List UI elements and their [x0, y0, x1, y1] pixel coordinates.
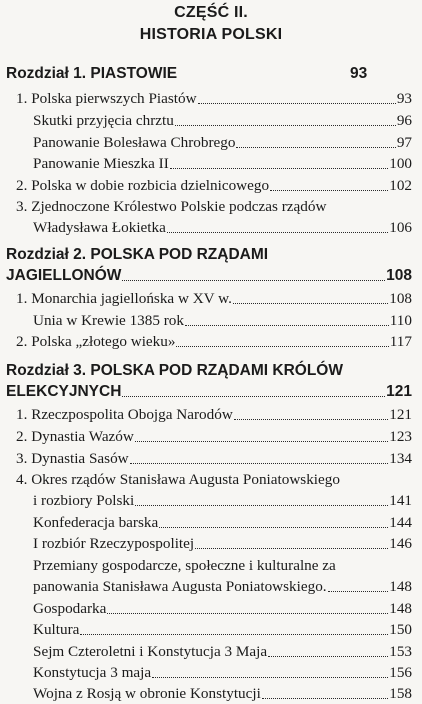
toc-entry: panowania Stanisława Augusta Poniatowskiego. 148 — [33, 578, 412, 595]
toc-entry: Panowanie Bolesława Chrobrego 97 — [33, 134, 412, 151]
toc-entry: Władysława Łokietka 106 — [33, 219, 412, 236]
toc-entry: 2. Polska „złotego wieku» 117 — [16, 333, 412, 350]
toc-entry: Wojna z Rosją w obronie Konstytucji 158 — [33, 685, 412, 702]
toc-entry: 3. Dynastia Sasów 134 — [16, 450, 412, 467]
chapter-3-title-line1: Rozdział 3. POLSKA POD RZĄDAMI KRÓLÓW — [6, 362, 343, 379]
toc-entry: 2. Polska w dobie rozbicia dzielnicowego 102 — [16, 177, 412, 194]
toc-entry-line1: 3. Zjednoczone Królestwo Polskie podczas rządów — [16, 198, 327, 215]
toc-entry: Konstytucja 3 maja 156 — [33, 664, 412, 681]
part-label: CZĘŚĆ II. — [174, 4, 248, 21]
toc-entry: I rozbiór Rzeczypospolitej 146 — [33, 535, 412, 552]
chapter-1-page: 93 — [350, 65, 368, 82]
chapter-2-title-line1: Rozdział 2. POLSKA POD RZĄDAMI — [6, 246, 269, 263]
toc-entry-line1: 4. Okres rządów Stanisława Augusta Poniatowskiego — [16, 471, 340, 488]
toc-entry: i rozbiory Polski 141 — [33, 492, 412, 509]
chapter-1-title: Rozdział 1. PIASTOWIE — [6, 65, 178, 82]
toc-entry: 1. Polska pierwszych Piastów 93 — [16, 90, 412, 107]
toc-entry: Unia w Krewie 1385 rok 110 — [33, 312, 412, 329]
toc-entry: Gospodarka 148 — [33, 600, 412, 617]
toc-entry: Panowanie Mieszka II 100 — [33, 155, 412, 172]
toc-entry: 1. Rzeczpospolita Obojga Narodów 121 — [16, 406, 412, 423]
toc-entry: Konfederacja barska 144 — [33, 514, 412, 531]
toc-entry: Skutki przyjęcia chrztu 96 — [33, 112, 412, 129]
part-title: HISTORIA POLSKI — [139, 26, 283, 43]
toc-entry: 2. Dynastia Wazów 123 — [16, 428, 412, 445]
toc-entry-line1: Przemiany gospodarcze, społeczne i kulturalne za — [33, 557, 336, 574]
chapter-2-title-line2: JAGIELLONÓW 108 — [6, 267, 412, 284]
toc-entry: 1. Monarchia jagiellońska w XV w. 108 — [16, 290, 412, 307]
toc-entry: Kultura 150 — [33, 621, 412, 638]
toc-entry: Sejm Czteroletni i Konstytucja 3 Maja 153 — [33, 643, 412, 660]
chapter-3-title-line2: ELEKCYJNYCH 121 — [6, 383, 412, 400]
